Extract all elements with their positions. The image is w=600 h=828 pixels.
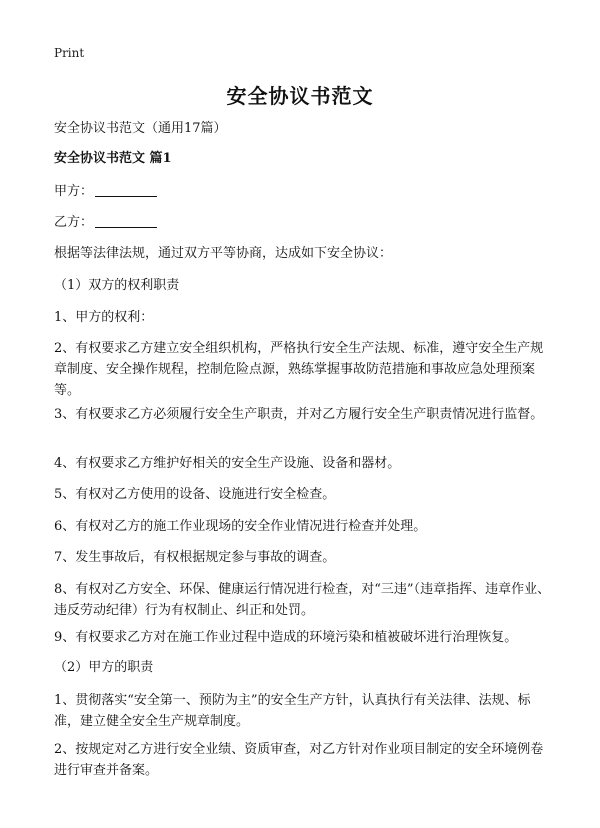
rights-title: 1、甲方的权利：: [54, 310, 154, 325]
rights-paragraph: 6、有权对乙方的施工作业现场的安全作业情况进行检查并处理。: [54, 519, 427, 534]
rights-paragraph: 5、有权对乙方使用的设备、设施进行安全检查。: [54, 487, 336, 502]
party-a-label: 甲方：: [54, 184, 94, 199]
page-title: 安全协议书范文: [226, 84, 374, 108]
party-a-blank: [95, 182, 157, 197]
print-label: Print: [54, 46, 85, 60]
duties-paragraph: 1、贯彻落实“安全第一、预防为主”的安全生产方针，认真执行有关法律、法规、标准，建立健全安全生产规章制度。: [54, 693, 531, 729]
rights-paragraph: 9、有权要求乙方对在施工作业过程中造成的环境污染和植被破坏进行治理恢复。: [54, 630, 518, 645]
party-b-label: 乙方：: [54, 215, 94, 230]
rights-paragraph: 8、有权对乙方安全、环保、健康运行情况进行检查，对“三违”（违章指挥、违章作业、违反劳动纪律）行为有权制止、纠正和处罚。: [54, 582, 551, 618]
rights-paragraph: 4、有权要求乙方维护好相关的安全生产设施、设备和器材。: [54, 456, 401, 471]
rights-duties-heading: （1）双方的权利职责: [54, 278, 180, 293]
duties-heading: （2）甲方的职责: [54, 660, 154, 675]
party-b-line: [54, 212, 554, 233]
duties-paragraph: 2、按规定对乙方进行安全业绩、资质审查，对乙方针对作业项目制定的安全环境例卷进行审查并备案。: [54, 742, 544, 778]
document-subtitle: 安全协议书范文（通用17篇）: [54, 121, 227, 136]
section-heading: 安全协议书范文 篇1: [54, 151, 172, 166]
rights-paragraph: 2、有权要求乙方建立安全组织机构，严格执行安全生产法规、标准，遵守安全生产规章制度、安全操作规程，控制危险点源，熟练掌握事故防范措施和事故应急处理预案等。: [54, 341, 544, 398]
party-a-line: [54, 181, 554, 202]
intro-paragraph: 根据等法律法规，通过双方平等协商，达成如下安全协议：: [54, 246, 393, 261]
party-b-blank: [95, 213, 157, 228]
rights-paragraph: 7、发生事故后，有权根据规定参与事故的调查。: [54, 550, 336, 565]
rights-paragraph: 3、有权要求乙方必须履行安全生产职责，并对乙方履行安全生产职责情况进行监督。: [54, 407, 544, 422]
